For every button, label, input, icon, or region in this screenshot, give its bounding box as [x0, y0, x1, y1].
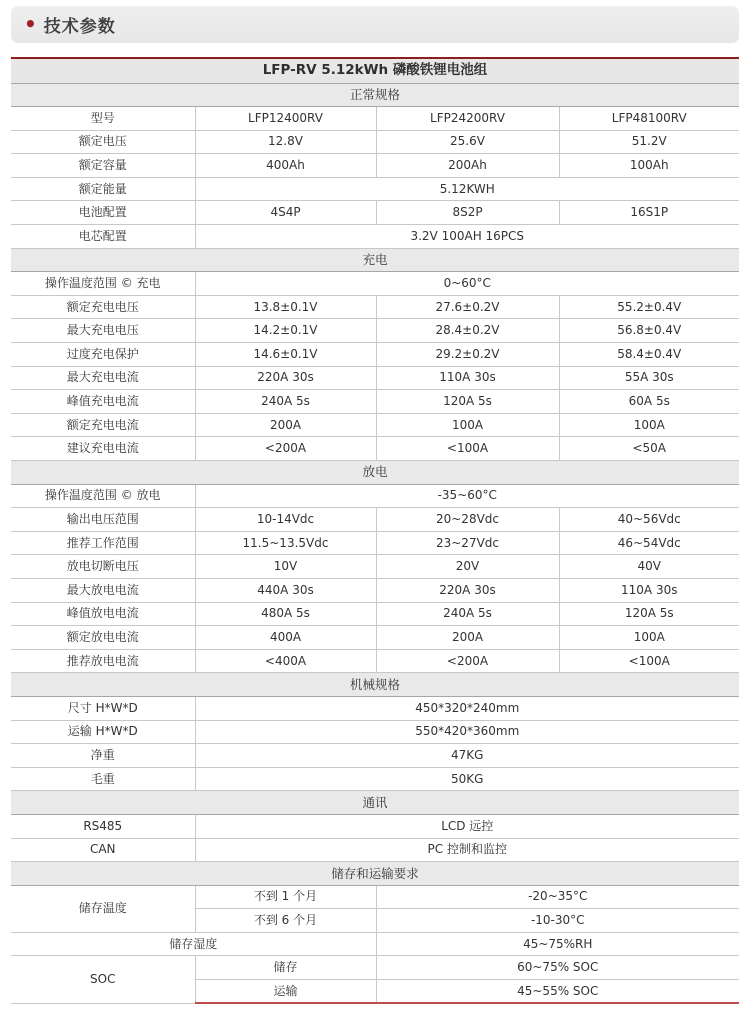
value-cell: 440A 30s [195, 578, 376, 602]
row-label-cell: 尺寸 H*W*D [11, 696, 195, 720]
value-cell: 100Ah [559, 154, 739, 178]
value-cell: <100A [559, 649, 739, 673]
table-row [11, 602, 739, 626]
value-cell: <100A [376, 437, 559, 461]
value-cell: <200A [195, 437, 376, 461]
value-cell: 55A 30s [559, 366, 739, 390]
row-label-cell: CAN [11, 838, 195, 862]
value-cell: 100A [559, 626, 739, 650]
value-cell: 14.6±0.1V [195, 343, 376, 367]
value-cell: LCD 远控 [195, 814, 739, 838]
value-cell: 11.5~13.5Vdc [195, 531, 376, 555]
value-cell: 220A 30s [195, 366, 376, 390]
row-label-cell: 最大充电电压 [11, 319, 195, 343]
row-label-cell: 过度充电保护 [11, 343, 195, 367]
row-label-cell: 输出电压范围 [11, 508, 195, 532]
row-label-cell: 储存湿度 [11, 932, 376, 956]
value-cell: 0~60°C [195, 272, 739, 296]
row-label-cell: 净重 [11, 744, 195, 768]
value-cell: -20~35°C [376, 885, 739, 909]
value-cell: 25.6V [376, 130, 559, 154]
table-row [11, 578, 739, 602]
value-cell: 10V [195, 555, 376, 579]
row-label-cell: 操作温度范围 © 充电 [11, 272, 195, 296]
section-header-row [11, 791, 739, 815]
row-label-cell: 峰值放电电流 [11, 602, 195, 626]
section-header-row [11, 673, 739, 697]
table-row [11, 956, 739, 980]
value-cell: 8S2P [376, 201, 559, 225]
spec-table-body [11, 58, 739, 1003]
spec-table [11, 57, 739, 1004]
value-cell: 220A 30s [376, 578, 559, 602]
row-label-cell: SOC [11, 956, 195, 1003]
table-row [11, 814, 739, 838]
table-row [11, 744, 739, 768]
value-cell: 40~56Vdc [559, 508, 739, 532]
section-header-row [11, 83, 739, 107]
table-row [11, 885, 739, 909]
row-label-cell: 放电切断电压 [11, 555, 195, 579]
value-cell: 110A 30s [559, 578, 739, 602]
table-row [11, 319, 739, 343]
row-label-cell: 最大放电电流 [11, 578, 195, 602]
row-label-cell: 额定放电电流 [11, 626, 195, 650]
value-cell: 16S1P [559, 201, 739, 225]
table-title-cell: LFP-RV 5.12kWh 磷酸铁锂电池组 [11, 58, 739, 83]
value-cell: 60A 5s [559, 390, 739, 414]
table-row [11, 555, 739, 579]
sub-label-cell: 储存 [195, 956, 376, 980]
table-row [11, 154, 739, 178]
value-cell: 58.4±0.4V [559, 343, 739, 367]
row-label-cell: 最大充电电流 [11, 366, 195, 390]
value-cell: 20~28Vdc [376, 508, 559, 532]
row-label-cell: 额定能量 [11, 177, 195, 201]
section-header-cell: 储存和运输要求 [11, 862, 739, 886]
value-cell: 13.8±0.1V [195, 295, 376, 319]
value-cell: 100A [559, 413, 739, 437]
value-cell: 4S4P [195, 201, 376, 225]
table-row [11, 508, 739, 532]
table-row [11, 130, 739, 154]
table-row [11, 390, 739, 414]
row-label-cell: 毛重 [11, 767, 195, 791]
table-row [11, 225, 739, 249]
value-cell: 55.2±0.4V [559, 295, 739, 319]
value-cell: LFP12400RV [195, 107, 376, 131]
value-cell: 480A 5s [195, 602, 376, 626]
value-cell: 550*420*360mm [195, 720, 739, 744]
value-cell: 50KG [195, 767, 739, 791]
row-label-cell: 电池配置 [11, 201, 195, 225]
table-row [11, 767, 739, 791]
row-label-cell: 额定电压 [11, 130, 195, 154]
section-header-row [11, 248, 739, 272]
row-label-cell: 建议充电电流 [11, 437, 195, 461]
value-cell: 240A 5s [195, 390, 376, 414]
table-row [11, 107, 739, 131]
value-cell: 240A 5s [376, 602, 559, 626]
table-row [11, 720, 739, 744]
table-row [11, 696, 739, 720]
table-row [11, 177, 739, 201]
page-title: 技术参数 [43, 17, 116, 37]
value-cell: <200A [376, 649, 559, 673]
value-cell: <400A [195, 649, 376, 673]
table-row [11, 437, 739, 461]
value-cell: 45~55% SOC [376, 980, 739, 1004]
row-label-cell: RS485 [11, 814, 195, 838]
table-row [11, 626, 739, 650]
row-label-cell: 运输 H*W*D [11, 720, 195, 744]
section-title-bar [11, 6, 739, 43]
table-row [11, 531, 739, 555]
value-cell: 120A 5s [559, 602, 739, 626]
value-cell: 56.8±0.4V [559, 319, 739, 343]
value-cell: 400A [195, 626, 376, 650]
value-cell: 110A 30s [376, 366, 559, 390]
value-cell: 60~75% SOC [376, 956, 739, 980]
value-cell: 28.4±0.2V [376, 319, 559, 343]
table-row [11, 484, 739, 508]
table-row [11, 343, 739, 367]
table-row [11, 295, 739, 319]
value-cell: 27.6±0.2V [376, 295, 559, 319]
value-cell: 3.2V 100AH 16PCS [195, 225, 739, 249]
value-cell: -10-30°C [376, 909, 739, 933]
value-cell: 200A [376, 626, 559, 650]
value-cell: 46~54Vdc [559, 531, 739, 555]
table-title-row [11, 58, 739, 83]
value-cell: 12.8V [195, 130, 376, 154]
value-cell: <50A [559, 437, 739, 461]
row-label-cell: 额定容量 [11, 154, 195, 178]
value-cell: 45~75%RH [376, 932, 739, 956]
table-row [11, 201, 739, 225]
value-cell: 51.2V [559, 130, 739, 154]
value-cell: 200A [195, 413, 376, 437]
sub-label-cell: 运输 [195, 980, 376, 1004]
section-header-cell: 通讯 [11, 791, 739, 815]
row-label-cell: 电芯配置 [11, 225, 195, 249]
row-label-cell: 型号 [11, 107, 195, 131]
section-header-row [11, 862, 739, 886]
value-cell: 23~27Vdc [376, 531, 559, 555]
row-label-cell: 推荐放电电流 [11, 649, 195, 673]
value-cell: 47KG [195, 744, 739, 768]
value-cell: 40V [559, 555, 739, 579]
table-row [11, 366, 739, 390]
value-cell: 10-14Vdc [195, 508, 376, 532]
table-row [11, 932, 739, 956]
section-header-cell: 充电 [11, 248, 739, 272]
sub-label-cell: 不到 1 个月 [195, 885, 376, 909]
table-row [11, 838, 739, 862]
section-header-cell: 机械规格 [11, 673, 739, 697]
value-cell: 450*320*240mm [195, 696, 739, 720]
row-label-cell: 额定充电电流 [11, 413, 195, 437]
row-label-cell: 储存温度 [11, 885, 195, 932]
value-cell: 20V [376, 555, 559, 579]
value-cell: 100A [376, 413, 559, 437]
value-cell: 29.2±0.2V [376, 343, 559, 367]
section-header-cell: 放电 [11, 461, 739, 485]
table-row [11, 649, 739, 673]
value-cell: LFP24200RV [376, 107, 559, 131]
row-label-cell: 推荐工作范围 [11, 531, 195, 555]
table-row [11, 413, 739, 437]
row-label-cell: 操作温度范围 © 放电 [11, 484, 195, 508]
row-label-cell: 峰值充电电流 [11, 390, 195, 414]
value-cell: 14.2±0.1V [195, 319, 376, 343]
value-cell: 120A 5s [376, 390, 559, 414]
value-cell: LFP48100RV [559, 107, 739, 131]
bullet-icon: • [24, 11, 37, 36]
value-cell: 400Ah [195, 154, 376, 178]
section-header-row [11, 461, 739, 485]
section-header-cell: 正常规格 [11, 83, 739, 107]
value-cell: 5.12KWH [195, 177, 739, 201]
sub-label-cell: 不到 6 个月 [195, 909, 376, 933]
table-row [11, 272, 739, 296]
row-label-cell: 额定充电电压 [11, 295, 195, 319]
value-cell: 200Ah [376, 154, 559, 178]
value-cell: PC 控制和监控 [195, 838, 739, 862]
value-cell: -35~60°C [195, 484, 739, 508]
